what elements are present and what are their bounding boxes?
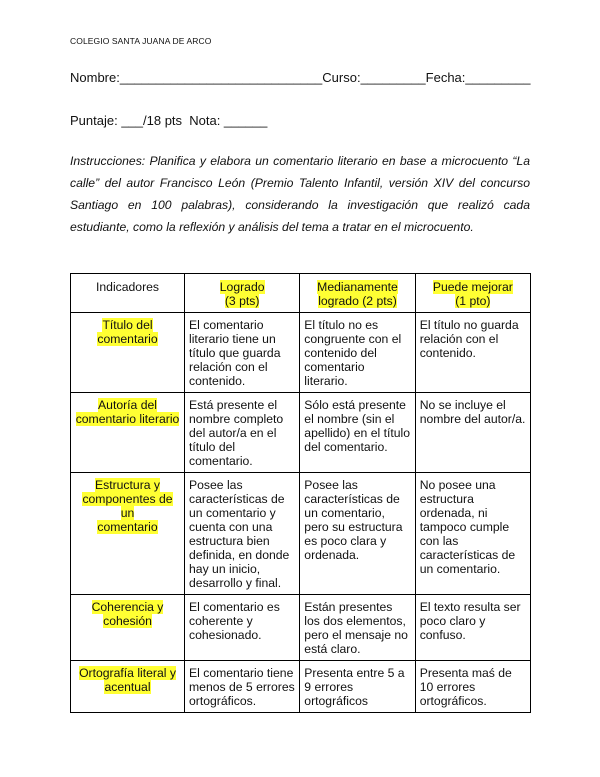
indicator-line: Ortografía literal y <box>79 666 176 680</box>
rubric-table <box>70 273 531 713</box>
puede-mejorar-cell: No posee una estructura ordenada, ni tampoco cumple con las características de un comentario. <box>415 473 530 595</box>
school-name: COLEGIO SANTA JUANA DE ARCO <box>70 36 212 46</box>
logrado-cell: El comentario tiene menos de 5 errores ortográficos. <box>185 661 300 713</box>
indicator-line: comentario literario <box>75 412 180 426</box>
indicator-cell <box>71 473 185 595</box>
header-puede-line2: (1 pto) <box>455 294 491 308</box>
indicator-line: componentes de un <box>82 492 173 520</box>
table-row <box>71 393 531 473</box>
indicator-line: Autoría del <box>98 398 157 412</box>
medianamente-cell: Sólo está presente el nombre (sin el apellido) en el título del comentario. <box>300 393 415 473</box>
header-logrado <box>185 274 300 313</box>
score-line[interactable]: Puntaje: ___/18 pts Nota: ______ <box>70 113 268 128</box>
indicator-line: comentario <box>97 332 158 346</box>
table-row <box>71 473 531 595</box>
header-logrado-line2: (3 pts) <box>224 294 260 308</box>
rubric-header-row <box>71 274 531 313</box>
table-row <box>71 313 531 393</box>
indicator-line: acentual <box>104 680 151 694</box>
header-indicadores <box>71 274 185 313</box>
header-medianamente-line2: logrado (2 pts) <box>318 294 397 308</box>
indicator-line: comentario <box>97 520 158 534</box>
indicator-cell <box>71 595 185 661</box>
indicator-line: Estructura y <box>94 478 161 492</box>
instructions-paragraph: Instrucciones: Planifica y elabora un comentario literario en base a microcuento “La calle” del autor Francisco León (Premio Talento Infantil, versión XIV del concurso Santiago en 100 palabras), considerando la investigación que realizó cada estudiante, como la reflexión y análisis del tema a tratar en el microcuento. <box>70 154 530 234</box>
puede-mejorar-cell: El título no guarda relación con el contenido. <box>415 313 530 393</box>
indicator-cell <box>71 393 185 473</box>
logrado-cell: Está presente el nombre completo del autor/a en el título del comentario. <box>185 393 300 473</box>
puede-mejorar-cell: No se incluye el nombre del autor/a. <box>415 393 530 473</box>
indicator-line: cohesión <box>103 614 152 628</box>
puede-mejorar-cell: El texto resulta ser poco claro y confuso. <box>415 595 530 661</box>
puede-mejorar-cell: Presenta maś de 10 errores ortográficos. <box>415 661 530 713</box>
medianamente-cell: El título no es congruente con el contenido del comentario literario. <box>300 313 415 393</box>
medianamente-cell: Presenta entre 5 a 9 errores ortográficos <box>300 661 415 713</box>
medianamente-cell: Posee las características de un comentario, pero su estructura es poco clara y ordenada. <box>300 473 415 595</box>
indicator-line: Título del <box>102 318 153 332</box>
table-row <box>71 595 531 661</box>
medianamente-cell: Están presentes los dos elementos, pero el mensaje no está claro. <box>300 595 415 661</box>
header-puede-mejorar <box>415 274 530 313</box>
indicator-line: Coherencia y <box>91 600 164 614</box>
indicator-cell <box>71 661 185 713</box>
header-logrado-line1: Logrado <box>219 280 265 294</box>
header-medianamente <box>300 274 415 313</box>
header-puede-line1: Puede mejorar <box>432 280 513 294</box>
header-indicadores-label: Indicadores <box>96 280 160 294</box>
logrado-cell: Posee las características de un comentario y cuenta con una estructura bien definida, en donde hay un inicio, desarrollo y final. <box>185 473 300 595</box>
logrado-cell: El comentario literario tiene un título que guarda relación con el contenido. <box>185 313 300 393</box>
table-row <box>71 661 531 713</box>
header-medianamente-line1: Medianamente <box>317 280 398 294</box>
indicator-cell <box>71 313 185 393</box>
student-info-line[interactable]: Nombre:____________________________Curso:_________Fecha:_________ <box>70 70 531 85</box>
logrado-cell: El comentario es coherente y cohesionado. <box>185 595 300 661</box>
